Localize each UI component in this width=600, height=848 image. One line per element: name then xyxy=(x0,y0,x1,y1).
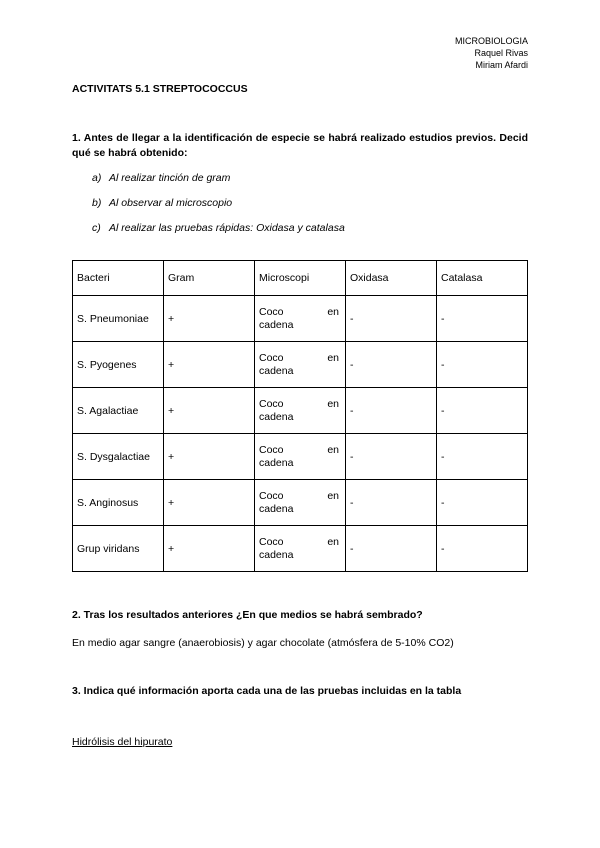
list-item xyxy=(92,220,345,245)
bacteria-table xyxy=(72,260,528,572)
micro-word: Coco xyxy=(259,535,284,548)
micro-word: en xyxy=(327,305,339,318)
cell-bacteri: S. Anginosus xyxy=(73,480,164,526)
micro-word: cadena xyxy=(259,364,294,377)
cell-gram: + xyxy=(164,526,255,572)
list-item xyxy=(92,170,345,195)
cell-microscopi xyxy=(255,342,346,388)
cell-gram: + xyxy=(164,342,255,388)
cell-catalasa: - xyxy=(437,526,528,572)
micro-word: Coco xyxy=(259,443,284,456)
cell-catalasa: - xyxy=(437,388,528,434)
cell-bacteri: S. Dysgalactiae xyxy=(73,434,164,480)
micro-word: cadena xyxy=(259,318,294,331)
cell-oxidasa: - xyxy=(346,388,437,434)
cell-catalasa: - xyxy=(437,296,528,342)
header-subject: MICROBIOLOGIA xyxy=(454,36,528,46)
micro-word: en xyxy=(327,535,339,548)
table-header-row xyxy=(73,261,528,296)
micro-word: Coco xyxy=(259,397,284,410)
cell-catalasa: - xyxy=(437,434,528,480)
header-catalasa: Catalasa xyxy=(437,261,528,296)
micro-word: en xyxy=(327,489,339,502)
list-item-text: Al realizar las pruebas rápidas: Oxidasa y catalasa xyxy=(109,222,345,234)
page-title: ACTIVITATS 5.1 STREPTOCOCCUS xyxy=(72,83,248,95)
cell-oxidasa: - xyxy=(346,480,437,526)
list-marker: b) xyxy=(92,197,102,209)
cell-gram: + xyxy=(164,434,255,480)
cell-bacteri: S. Agalactiae xyxy=(73,388,164,434)
list-item xyxy=(92,195,345,220)
table-row xyxy=(73,388,528,434)
cell-catalasa: - xyxy=(437,342,528,388)
micro-word: cadena xyxy=(259,456,294,469)
cell-bacteri: S. Pneumoniae xyxy=(73,296,164,342)
header-microscopi: Microscopi xyxy=(255,261,346,296)
table-row xyxy=(73,296,528,342)
question-1-list xyxy=(92,170,345,245)
micro-word: Coco xyxy=(259,489,284,502)
micro-word: en xyxy=(327,351,339,364)
micro-word: Coco xyxy=(259,351,284,364)
cell-oxidasa: - xyxy=(346,526,437,572)
cell-microscopi xyxy=(255,480,346,526)
table-row xyxy=(73,526,528,572)
header-oxidasa: Oxidasa xyxy=(346,261,437,296)
cell-bacteri: Grup viridans xyxy=(73,526,164,572)
micro-word: en xyxy=(327,443,339,456)
micro-word: Coco xyxy=(259,305,284,318)
micro-word: cadena xyxy=(259,548,294,561)
list-item-text: Al observar al microscopio xyxy=(109,197,233,209)
micro-word: cadena xyxy=(259,410,294,423)
list-item-text: Al realizar tinción de gram xyxy=(109,172,231,184)
cell-gram: + xyxy=(164,388,255,434)
cell-microscopi xyxy=(255,296,346,342)
cell-gram: + xyxy=(164,480,255,526)
question-1: 1. Antes de llegar a la identificación de especie se habrá realizado estudios previos. Decid qué se habrá obtenido: xyxy=(72,132,528,159)
cell-oxidasa: - xyxy=(346,342,437,388)
cell-gram: + xyxy=(164,296,255,342)
cell-catalasa: - xyxy=(437,480,528,526)
list-marker: a) xyxy=(92,172,102,184)
question-2: 2. Tras los resultados anteriores ¿En que medios se habrá sembrado? xyxy=(72,609,423,621)
header-author-2: Miriam Afardi xyxy=(475,60,528,70)
cell-bacteri: S. Pyogenes xyxy=(73,342,164,388)
cell-microscopi xyxy=(255,388,346,434)
subheading-hipurato: Hidrólisis del hipurato xyxy=(72,736,173,748)
table-row xyxy=(73,480,528,526)
document-header xyxy=(455,35,528,71)
micro-word: en xyxy=(327,397,339,410)
micro-word: cadena xyxy=(259,502,294,515)
header-author-1: Raquel Rivas xyxy=(474,48,528,58)
header-gram: Gram xyxy=(164,261,255,296)
question-3: 3. Indica qué información aporta cada una de las pruebas incluidas en la tabla xyxy=(72,685,462,697)
cell-microscopi xyxy=(255,526,346,572)
question-2-answer: En medio agar sangre (anaerobiosis) y agar chocolate (atmósfera de 5-10% CO2) xyxy=(72,637,454,649)
list-marker: c) xyxy=(92,222,101,234)
cell-microscopi xyxy=(255,434,346,480)
cell-oxidasa: - xyxy=(346,296,437,342)
header-bacteri: Bacteri xyxy=(73,261,164,296)
table-row xyxy=(73,342,528,388)
cell-oxidasa: - xyxy=(346,434,437,480)
table-row xyxy=(73,434,528,480)
